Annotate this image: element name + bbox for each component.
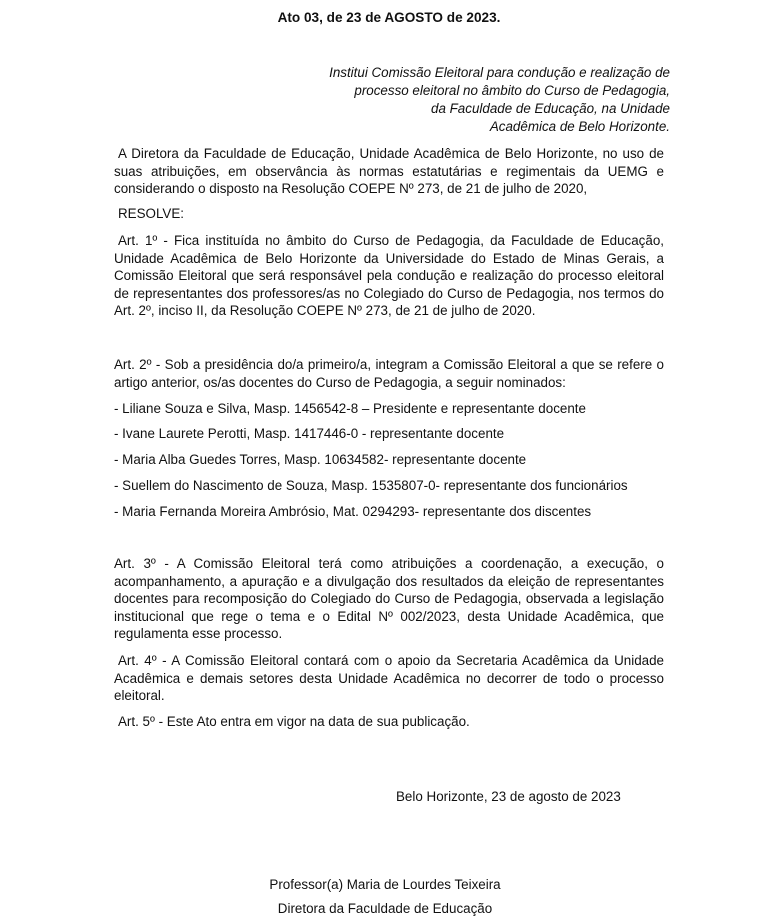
article-3: Art. 3º - A Comissão Eleitoral terá como atribuições a coordenação, a execução, o acompanhamento, a apuração e a divulgação dos resultados da eleição de representantes docentes para recomposição do Colegiado do Curso de Pedagogia, observada a legislação institucional que rege o tema e o Edital Nº 002/2023, desta Unidade Acadêmica, que regulamenta esse processo. [114, 556, 664, 641]
member-item: - Maria Fernanda Moreira Ambrósio, Mat. 0294293- representante dos discentes [114, 504, 592, 519]
ementa-line: processo eleitoral no âmbito do Curso de Pedagogia, [354, 83, 670, 98]
article-1: Art. 1º - Fica instituída no âmbito do Curso de Pedagogia, da Faculdade de Educação, Unidade Acadêmica de Belo Horizonte da Universidade do Estado de Minas Gerais, a Comissão Eleitoral que será responsável pela condução e realização do processo eleitoral de representantes dos professores/as no Colegiado do Curso de Pedagogia, nos termos do Art. 2º, inciso II, da Resolução COEPE Nº 273, de 21 de julho de 2020. [114, 233, 664, 318]
member-item: - Liliane Souza e Silva, Masp. 1456542-8 – Presidente e representante docente [114, 401, 586, 416]
preamble-paragraph: A Diretora da Faculdade de Educação, Unidade Acadêmica de Belo Horizonte, no uso de suas atribuições, em observância às normas estatutárias e regimentais da UEMG e considerando o disposto na Resolução COEPE Nº 273, de 21 de julho de 2020, [114, 146, 664, 196]
member-item: - Suellem do Nascimento de Souza, Masp. 1535807-0- representante dos funcionários [114, 478, 628, 493]
article-2: Art. 2º - Sob a presidência do/a primeiro/a, integram a Comissão Eleitoral a que se refere o artigo anterior, os/as docentes do Curso de Pedagogia, a seguir nominados: [114, 357, 664, 390]
article-5: Art. 5º - Este Ato entra em vigor na data de sua publicação. [118, 714, 470, 729]
ementa-line: Acadêmica de Belo Horizonte. [489, 119, 670, 134]
place-date: Belo Horizonte, 23 de agosto de 2023 [396, 789, 621, 804]
ementa-line: Institui Comissão Eleitoral para condução e realização de [329, 65, 670, 80]
member-item: - Ivane Laurete Perotti, Masp. 1417446-0 - representante docente [114, 426, 505, 441]
signatory-name: Professor(a) Maria de Lourdes Teixeira [269, 877, 501, 892]
ementa [270, 64, 670, 136]
member-item: - Maria Alba Guedes Torres, Masp. 10634582- representante docente [114, 452, 527, 467]
article-4: Art. 4º - A Comissão Eleitoral contará com o apoio da Secretaria Acadêmica da Unidade Acadêmica e demais setores desta Unidade Acadêmica no decorrer de todo o processo eleitoral. [114, 653, 664, 703]
resolve-heading: RESOLVE: [118, 206, 184, 221]
signatory-role: Diretora da Faculdade de Educação [277, 901, 493, 916]
ementa-line: da Faculdade de Educação, na Unidade [431, 101, 670, 116]
document-title: Ato 03, de 23 de AGOSTO de 2023. [277, 10, 501, 25]
